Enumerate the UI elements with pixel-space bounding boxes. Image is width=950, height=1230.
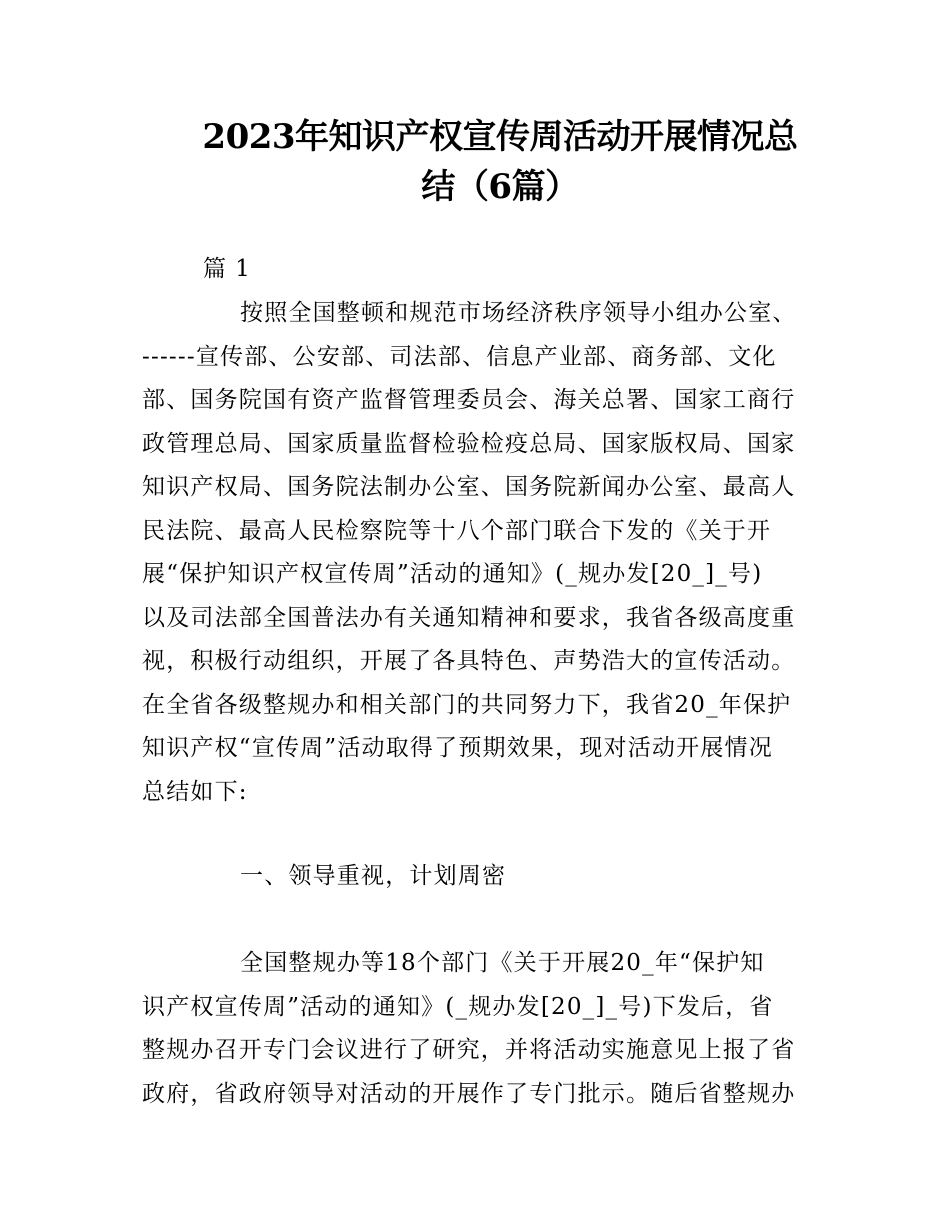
paragraph-1-line: 在全省各级整规办和相关部门的共同努力下，我省20_年保护 (142, 691, 792, 718)
paragraph-2-line: 全国整规办等18个部门《关于开展20_年“保护知 (240, 950, 765, 976)
paragraph-1-line: 以及司法部全国普法办有关通知精神和要求，我省各级高度重 (142, 604, 796, 631)
paragraph-1-line: 按照全国整顿和规范市场经济秩序领导小组办公室、 (240, 300, 797, 326)
section-heading-1: 一、领导重视，计划周密 (240, 863, 507, 889)
paragraph-2-line: 整规办召开专门会议进行了研究，并将活动实施意见上报了省 (142, 1037, 796, 1063)
paragraph-1-line: 部、国务院国有资产监督管理委员会、海关总署、国家工商行 (142, 387, 796, 413)
paragraph-1-line: ------宣传部、公安部、司法部、信息产业部、商务部、文化 (142, 343, 777, 370)
paragraph-2-line: 识产权宣传周”活动的通知》(_规办发[20_]_号)下发后，省 (142, 993, 774, 1020)
paragraph-2 (142, 942, 810, 1116)
paragraph-1-line: 展“保护知识产权宣传周”活动的通知》(_规办发[20_]_号) (142, 561, 763, 587)
paragraph-1-line: 视，积极行动组织，开展了各具特色、声势浩大的宣传活动。 (142, 648, 796, 674)
paragraph-1-line: 知识产权“宣传周”活动取得了预期效果，现对活动开展情况 (142, 735, 773, 761)
title-line-1: 2023年知识产权宣传周活动开展情况总 (202, 117, 798, 157)
paragraph-1 (142, 292, 810, 814)
section-label: 篇 1 (203, 256, 251, 282)
paragraph-1-line: 民法院、最高人民检察院等十八个部门联合下发的《关于开 (142, 517, 772, 544)
paragraph-1-line: 政管理总局、国家质量监督检验检疫总局、国家版权局、国家 (142, 430, 796, 457)
title-line-2: 结（6篇） (421, 167, 579, 207)
document-title (140, 112, 860, 212)
paragraph-2-line: 政府，省政府领导对活动的开展作了专门批示。随后省整规办 (142, 1080, 796, 1107)
paragraph-1-line: 总结如下: (142, 778, 248, 805)
paragraph-1-line: 知识产权局、国务院法制办公室、国务院新闻办公室、最高人 (142, 474, 796, 500)
